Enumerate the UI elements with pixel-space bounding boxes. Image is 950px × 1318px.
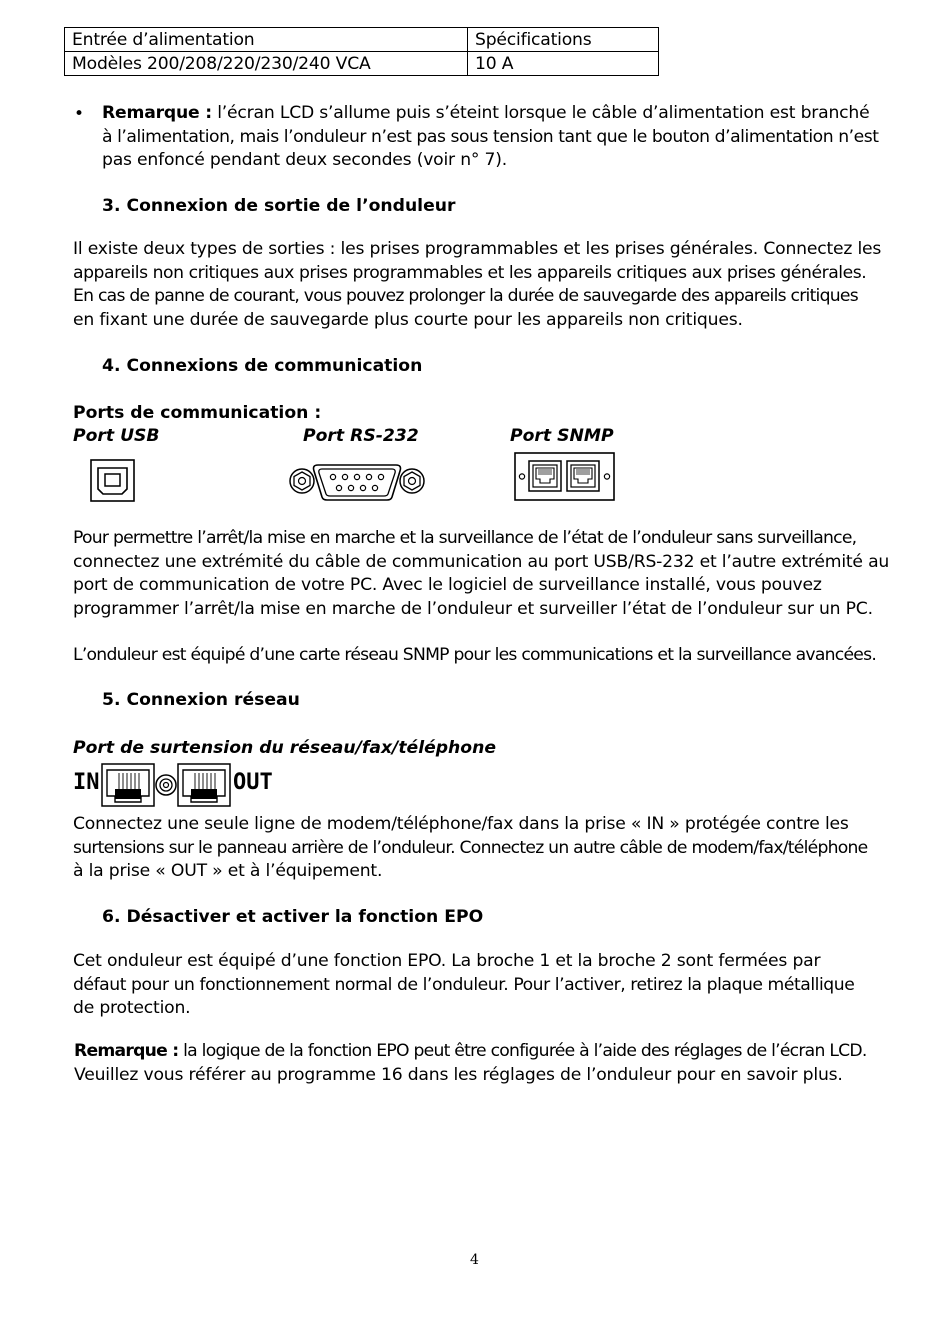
epo-remark-paragraph [74, 1040, 894, 1087]
table-header-cell: Entrée d’alimentation [65, 28, 468, 52]
surge-port-heading: Port de surtension du réseau/fax/téléphone [73, 738, 496, 758]
remark-text: l’écran LCD s’allume puis s’éteint lorsque le câble d’alimentation est branché [211, 103, 870, 123]
table-cell: 10 A [468, 52, 659, 76]
section-3-heading: 3. Connexion de sortie de l’onduleur [102, 196, 456, 216]
paragraph-line: programmer l’arrêt/la mise en marche de l’onduleur et surveiller l’état de l’onduleur sur un PC. [73, 598, 873, 619]
port-usb-label: Port USB [73, 426, 160, 446]
remark-label: Remarque : [74, 1041, 179, 1061]
remark-text: à l’alimentation, mais l’onduleur n’est pas sous tension tant que le bouton d’alimentation n’est [102, 126, 879, 147]
paragraph-line: Pour permettre l’arrêt/la mise en marche et la surveillance de l’état de l’onduleur sans surveillance, [73, 528, 857, 548]
port-snmp-label: Port SNMP [510, 426, 614, 446]
section-4-heading: 4. Connexions de communication [102, 356, 423, 376]
remark-text: pas enfoncé pendant deux secondes (voir n° 7). [102, 150, 508, 170]
paragraph-line: de protection. [73, 998, 191, 1018]
paragraph-line: Il existe deux types de sorties : les prises programmables et les prises générales. Connectez les [73, 239, 882, 259]
section-6-heading: 6. Désactiver et activer la fonction EPO [102, 907, 484, 927]
usb-port-icon [90, 459, 136, 503]
rs232-port-icon [288, 459, 428, 503]
out-label: OUT [233, 770, 273, 795]
section-6-paragraph [73, 950, 893, 1021]
port-rs232-label: Port RS-232 [303, 426, 419, 446]
paragraph-line: Cet onduleur est équipé d’une fonction EPO. La broche 1 et la broche 2 sont fermées par [73, 951, 821, 971]
network-surge-port-icon [101, 763, 231, 807]
remark-text: Veuillez vous référer au programme 16 dans les réglages de l’onduleur pour en savoir plus. [74, 1064, 843, 1085]
remark-text: la logique de la fonction EPO peut être configurée à l’aide des réglages de l’écran LCD. [178, 1041, 867, 1061]
section-4-paragraph [73, 527, 893, 621]
paragraph-line: en fixant une durée de sauvegarde plus courte pour les appareils non critiques. [73, 309, 743, 330]
page-number: 4 [470, 1252, 479, 1268]
in-label: IN [73, 770, 100, 795]
bullet-icon: • [74, 104, 85, 124]
paragraph-line: appareils non critiques aux prises programmables et les appareils critiques aux prises générales. [73, 262, 867, 283]
table-header-row [65, 28, 659, 52]
snmp-paragraph: L’onduleur est équipé d’une carte réseau SNMP pour les communications et la surveillance avancées. [73, 645, 877, 665]
table-header-cell: Spécifications [468, 28, 659, 52]
ports-heading: Ports de communication : [73, 403, 322, 423]
paragraph-line: à la prise « OUT » et à l’équipement. [73, 861, 383, 881]
section-5-paragraph [73, 813, 893, 884]
paragraph-line: En cas de panne de courant, vous pouvez prolonger la durée de sauvegarde des appareils critiques [73, 286, 858, 306]
paragraph-line: défaut pour un fonctionnement normal de l’onduleur. Pour l’activer, retirez la plaque métallique [73, 974, 855, 995]
paragraph-line: surtensions sur le panneau arrière de l’onduleur. Connectez un autre câble de modem/fax/téléphone [73, 837, 868, 858]
snmp-port-icon [514, 452, 616, 502]
paragraph-line: connectez une extrémité du câble de communication au port USB/RS-232 et l’autre extrémité au [73, 551, 890, 572]
remark-paragraph [102, 102, 892, 173]
section-3-paragraph [73, 238, 893, 332]
paragraph-line: port de communication de votre PC. Avec le logiciel de surveillance installé, vous pouvez [73, 575, 822, 595]
table-cell: Modèles 200/208/220/230/240 VCA [65, 52, 468, 76]
power-input-table [64, 27, 659, 76]
section-5-heading: 5. Connexion réseau [102, 690, 300, 710]
paragraph-line: Connectez une seule ligne de modem/téléphone/fax dans la prise « IN » protégée contre les [73, 814, 849, 834]
table-row [65, 52, 659, 76]
remark-label: Remarque : [102, 103, 212, 123]
